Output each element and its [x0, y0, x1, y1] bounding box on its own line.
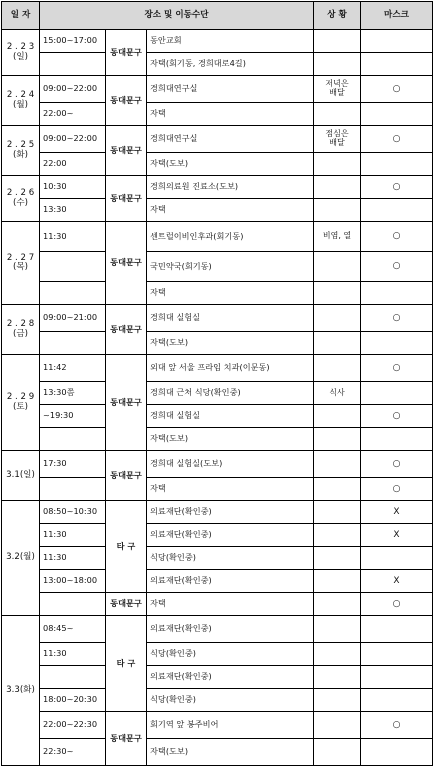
- date-line2: (월): [12, 99, 28, 110]
- mask-cell: [361, 593, 433, 616]
- time-cell: 22:00: [40, 153, 106, 176]
- place-cell: 의료재단(확인중): [147, 570, 314, 593]
- date-line1: 2 . 2 9: [6, 392, 35, 403]
- situation-cell: [314, 153, 361, 176]
- mask-cell: [361, 451, 433, 478]
- time-cell: 15:00~17:00: [40, 30, 106, 53]
- mask-cell: [361, 53, 433, 76]
- place-cell: 경희대 실험실: [147, 405, 314, 428]
- place-cell: 자택(도보): [147, 428, 314, 451]
- header-situation: 상 황: [314, 2, 361, 30]
- time-cell: 08:45~: [40, 616, 106, 643]
- situation-cell: [314, 689, 361, 712]
- date-line2: (금): [12, 328, 28, 339]
- mask-o-symbol: ○: [392, 181, 401, 192]
- time-cell: 11:30: [40, 547, 106, 570]
- mask-cell: [361, 547, 433, 570]
- place-cell: 의료재단(확인중): [147, 501, 314, 524]
- situation-cell: [314, 355, 361, 382]
- region-cell: 동대문구: [106, 451, 147, 501]
- situation-cell: [314, 199, 361, 222]
- time-cell: 17:30: [40, 451, 106, 478]
- place-cell: 경희대연구실: [147, 126, 314, 153]
- situation-cell: [314, 126, 361, 153]
- mask-o-symbol: ○: [392, 410, 401, 421]
- place-cell: 동안교회: [147, 30, 314, 53]
- time-cell: ~19:30: [40, 405, 106, 428]
- time-cell: 11:30: [40, 643, 106, 666]
- mask-o-symbol: ○: [392, 261, 401, 272]
- mask-cell: [361, 222, 433, 252]
- mask-o-symbol: ○: [392, 483, 401, 494]
- situation-line2: 배달: [329, 138, 345, 147]
- mask-cell: [361, 282, 433, 305]
- place-cell: 의료재단(확인중): [147, 616, 314, 643]
- time-cell: 22:30~: [40, 739, 106, 766]
- mask-cell: [361, 739, 433, 766]
- mask-cell: [361, 30, 433, 53]
- time-cell: [40, 53, 106, 76]
- date-line2: (토): [12, 401, 28, 412]
- situation-cell: [314, 666, 361, 689]
- situation-cell: 비염, 열: [314, 222, 361, 252]
- time-cell: 13:30쯤: [40, 382, 106, 405]
- time-cell: 18:00~20:30: [40, 689, 106, 712]
- place-cell: 경희대 실험실: [147, 305, 314, 332]
- region-cell: 동대문구: [106, 222, 147, 305]
- mask-x-symbol: X: [393, 529, 400, 540]
- place-cell: 자택: [147, 593, 314, 616]
- situation-cell: [314, 643, 361, 666]
- place-cell: 의료재단(확인중): [147, 524, 314, 547]
- time-cell: 08:50~10:30: [40, 501, 106, 524]
- place-cell: 자택(도보): [147, 153, 314, 176]
- mask-cell: [361, 616, 433, 643]
- situation-line1: 저녁은: [325, 79, 349, 89]
- mask-cell: [361, 332, 433, 355]
- place-cell: 자택: [147, 478, 314, 501]
- mask-cell: [361, 176, 433, 199]
- date-line1: 2 . 2 5: [6, 140, 35, 151]
- mask-x-symbol: X: [393, 506, 400, 517]
- situation-cell: [314, 30, 361, 53]
- mask-cell: [361, 712, 433, 739]
- mask-o-symbol: ○: [392, 362, 401, 373]
- time-cell: 11:30: [40, 524, 106, 547]
- situation-line1: 점심은: [325, 129, 349, 139]
- mask-o-symbol: ○: [392, 598, 401, 609]
- date-cell: 3.3(화): [2, 616, 40, 766]
- place-cell: 외대 앞 서울 프라임 치과(이문동): [147, 355, 314, 382]
- header-mask: 마스크: [361, 2, 433, 30]
- situation-cell: 식사: [314, 382, 361, 405]
- time-cell: 09:00~21:00: [40, 305, 106, 332]
- time-cell: [40, 282, 106, 305]
- place-cell: 자택(도보): [147, 332, 314, 355]
- time-cell: 09:00~22:00: [40, 126, 106, 153]
- place-cell: 자택: [147, 199, 314, 222]
- mask-cell: [361, 666, 433, 689]
- movement-table: [1, 1, 433, 766]
- mask-o-symbol: ○: [392, 83, 401, 94]
- time-cell: [40, 478, 106, 501]
- situation-cell: [314, 103, 361, 126]
- mask-cell: [361, 76, 433, 103]
- situation-cell: [314, 712, 361, 739]
- mask-cell: [361, 501, 433, 524]
- mask-o-symbol: ○: [392, 458, 401, 469]
- date-cell: [2, 355, 40, 451]
- situation-cell: [314, 76, 361, 103]
- date-cell: [2, 305, 40, 355]
- time-cell: [40, 593, 106, 616]
- situation-cell: [314, 282, 361, 305]
- date-line2: (화): [12, 149, 28, 160]
- region-cell: 동대문구: [106, 176, 147, 222]
- situation-cell: [314, 451, 361, 478]
- date-cell: [2, 30, 40, 76]
- situation-cell: [314, 547, 361, 570]
- time-cell: 13:30: [40, 199, 106, 222]
- date-line2: (목): [12, 262, 28, 272]
- situation-cell: [314, 305, 361, 332]
- date-cell: [2, 126, 40, 176]
- mask-cell: [361, 405, 433, 428]
- time-cell: [40, 428, 106, 451]
- situation-cell: [314, 478, 361, 501]
- place-cell: 자택(도보): [147, 739, 314, 766]
- situation-cell: [314, 176, 361, 199]
- mask-cell: [361, 199, 433, 222]
- date-cell: [2, 222, 40, 305]
- situation-cell: [314, 405, 361, 428]
- time-cell: 10:30: [40, 176, 106, 199]
- situation-cell: [314, 616, 361, 643]
- date-cell: [2, 76, 40, 126]
- date-line2: (수): [12, 197, 28, 208]
- place-cell: 식당(확인중): [147, 689, 314, 712]
- region-cell: 동대문구: [106, 126, 147, 176]
- place-cell: 자택: [147, 103, 314, 126]
- place-cell: 경희의료원 진료소(도보): [147, 176, 314, 199]
- mask-cell: [361, 689, 433, 712]
- date-line1: 2 . 2 3: [6, 42, 35, 53]
- date-line1: 2 . 2 7: [6, 252, 35, 263]
- place-cell: 회기역 앞 봉주비어: [147, 712, 314, 739]
- date-line1: 2 . 2 6: [6, 188, 35, 199]
- mask-cell: [361, 153, 433, 176]
- mask-cell: [361, 126, 433, 153]
- place-cell: 자택(회기동, 경희대로4길): [147, 53, 314, 76]
- date-cell: 3.2(월): [2, 501, 40, 616]
- region-cell: 동대문구: [106, 30, 147, 76]
- place-cell: 의료재단(확인중): [147, 666, 314, 689]
- mask-cell: [361, 103, 433, 126]
- region-cell: 동대문구: [106, 355, 147, 451]
- mask-x-symbol: X: [393, 575, 400, 586]
- place-cell: 경희대 실험실(도보): [147, 451, 314, 478]
- place-cell: 경희대연구실: [147, 76, 314, 103]
- mask-o-symbol: ○: [392, 231, 401, 242]
- time-cell: 11:42: [40, 355, 106, 382]
- header-date: 일 자: [2, 2, 40, 30]
- date-cell: [2, 176, 40, 222]
- place-cell: 센트럴이비인후과(회기동): [147, 222, 314, 252]
- time-cell: 11:30: [40, 222, 106, 252]
- situation-cell: [314, 252, 361, 282]
- situation-cell: [314, 524, 361, 547]
- time-cell: 22:00~22:30: [40, 712, 106, 739]
- region-cell: 동대문구: [106, 712, 147, 766]
- situation-cell: [314, 501, 361, 524]
- date-line1: 2 . 2 4: [6, 90, 35, 101]
- date-line1: 2 . 2 8: [6, 319, 35, 330]
- mask-cell: [361, 428, 433, 451]
- mask-cell: [361, 252, 433, 282]
- mask-o-symbol: ○: [392, 133, 401, 144]
- mask-cell: [361, 478, 433, 501]
- place-cell: 국민약국(회기동): [147, 252, 314, 282]
- date-line2: (일): [12, 51, 28, 62]
- mask-cell: [361, 305, 433, 332]
- situation-cell: [314, 570, 361, 593]
- place-cell: 경희대 근처 식당(확인중): [147, 382, 314, 405]
- situation-cell: [314, 739, 361, 766]
- time-cell: [40, 252, 106, 282]
- place-cell: 식당(확인중): [147, 643, 314, 666]
- place-cell: 식당(확인중): [147, 547, 314, 570]
- region-cell: 동대문구: [106, 593, 147, 616]
- time-cell: [40, 332, 106, 355]
- mask-o-symbol: ○: [392, 312, 401, 323]
- mask-cell: [361, 382, 433, 405]
- situation-cell: [314, 593, 361, 616]
- time-cell: 09:00~22:00: [40, 76, 106, 103]
- place-cell: 자택: [147, 282, 314, 305]
- situation-line2: 배달: [329, 88, 345, 97]
- situation-cell: [314, 332, 361, 355]
- region-cell: 동대문구: [106, 305, 147, 355]
- mask-cell: [361, 524, 433, 547]
- time-cell: [40, 666, 106, 689]
- mask-cell: [361, 643, 433, 666]
- mask-o-symbol: ○: [392, 719, 401, 730]
- region-cell: 동대문구: [106, 76, 147, 126]
- region-cell: 타 구: [106, 616, 147, 712]
- time-cell: 13:00~18:00: [40, 570, 106, 593]
- region-cell: 타 구: [106, 501, 147, 593]
- situation-cell: [314, 53, 361, 76]
- header-place: 장소 및 이동수단: [40, 2, 314, 30]
- mask-cell: [361, 570, 433, 593]
- date-cell: 3.1(일): [2, 451, 40, 501]
- mask-cell: [361, 355, 433, 382]
- situation-cell: [314, 428, 361, 451]
- time-cell: 22:00~: [40, 103, 106, 126]
